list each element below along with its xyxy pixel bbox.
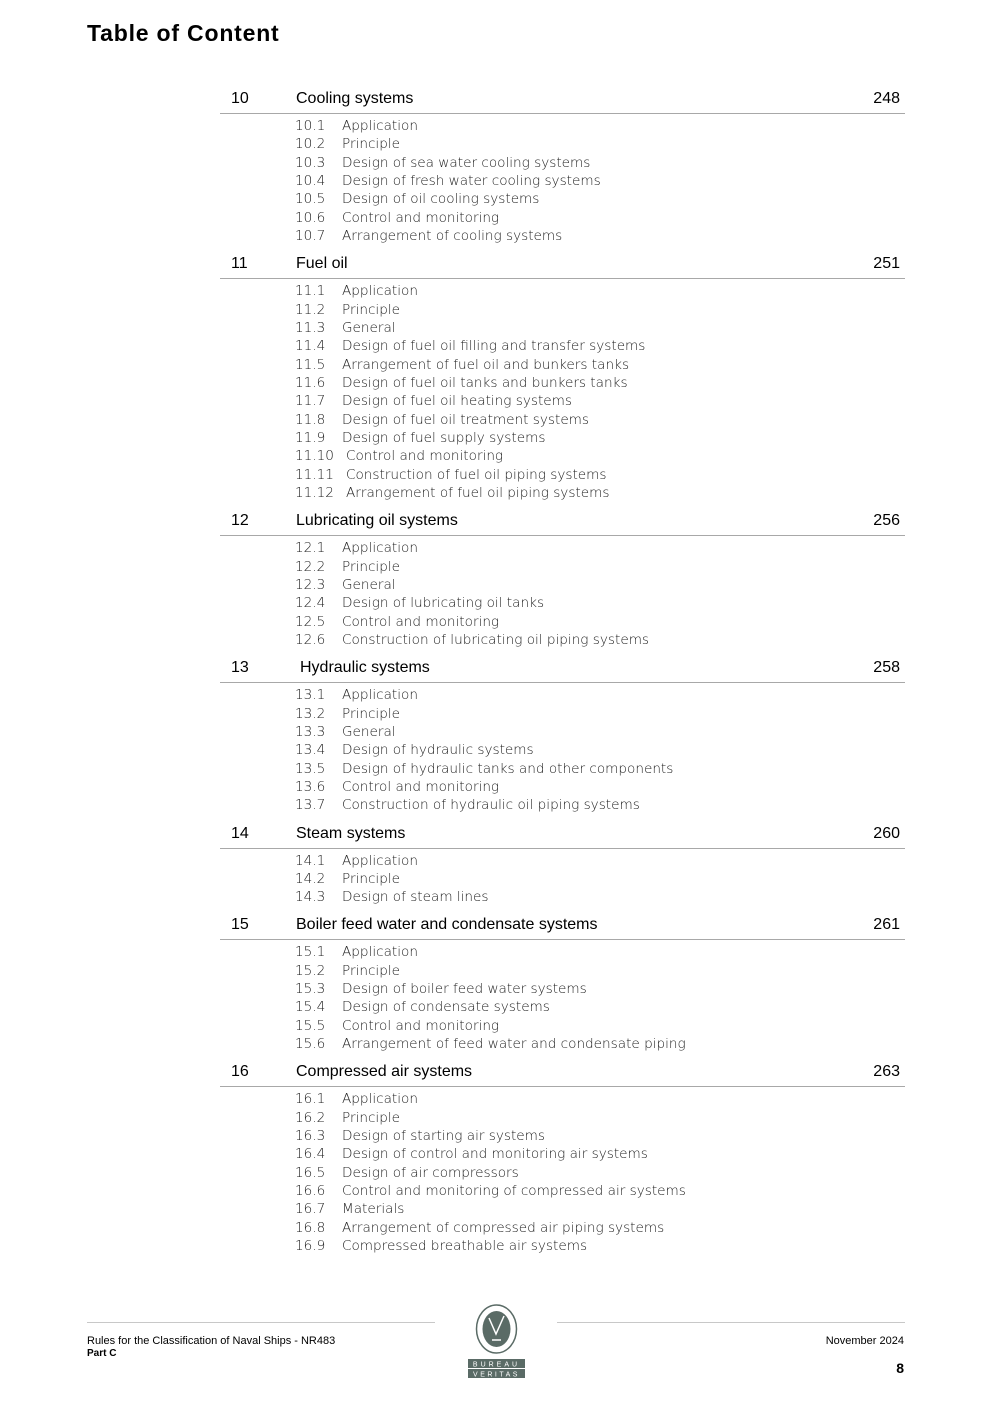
subsection-title[interactable]: Design of sea water cooling systems <box>342 154 591 171</box>
section-number: 16 <box>231 1063 249 1081</box>
subsection-number: 16.1 <box>295 1091 326 1108</box>
subsection-item[interactable] <box>220 852 905 870</box>
subsection-number: 10.2 <box>295 136 326 153</box>
subsection-number: 11.5 <box>295 356 326 373</box>
subsection-title[interactable]: Design of lubricating oil tanks <box>342 595 545 612</box>
subsection-number: 11.2 <box>295 301 326 318</box>
subsection-item[interactable] <box>220 356 905 374</box>
subsection-title[interactable]: Arrangement of feed water and condensate piping <box>342 1036 686 1053</box>
section-heading[interactable] <box>220 249 905 279</box>
subsection-title[interactable]: Control and monitoring of compressed air systems <box>342 1183 686 1200</box>
subsection-item[interactable] <box>220 154 905 172</box>
subsection-number: 11.10 <box>295 448 334 465</box>
footer-part: Part C <box>87 1348 117 1359</box>
subsection-item[interactable] <box>220 962 905 980</box>
subsection-item[interactable] <box>220 1200 905 1218</box>
subsection-item[interactable] <box>220 337 905 355</box>
subsection-title[interactable]: General <box>342 723 396 740</box>
subsection-title[interactable]: Design of starting air systems <box>342 1128 545 1145</box>
subsection-number: 16.3 <box>295 1128 326 1145</box>
footer-divider-left <box>87 1322 435 1323</box>
subsection-title[interactable]: Application <box>342 118 418 134</box>
subsection-list <box>220 940 905 1053</box>
subsection-item[interactable] <box>220 741 905 759</box>
section-heading[interactable] <box>220 819 905 849</box>
subsection-number: 16.9 <box>295 1238 326 1255</box>
section-page: 251 <box>873 255 900 273</box>
subsection-item[interactable] <box>220 558 905 576</box>
subsection-number: 11.11 <box>295 466 334 483</box>
section-heading[interactable] <box>220 910 905 940</box>
subsection-item[interactable] <box>220 466 905 484</box>
subsection-list <box>220 536 905 649</box>
section-number: 14 <box>231 824 249 842</box>
toc-section <box>220 910 905 1053</box>
footer-doc-title: Rules for the Classification of Naval Ships - NR483 <box>87 1335 336 1347</box>
section-heading[interactable] <box>220 653 905 683</box>
subsection-number: 13.1 <box>295 687 326 704</box>
subsection-title[interactable]: Application <box>342 944 418 961</box>
page-number: 8 <box>896 1360 904 1376</box>
subsection-title[interactable]: Design of hydraulic systems <box>342 742 534 759</box>
subsection-item[interactable] <box>220 980 905 998</box>
subsection-title[interactable]: Design of fuel oil filling and transfer systems <box>342 338 646 355</box>
section-number: 11 <box>231 255 248 273</box>
subsection-number: 13.3 <box>295 723 326 740</box>
subsection-item[interactable] <box>220 1164 905 1182</box>
subsection-number: 12.2 <box>295 558 326 575</box>
subsection-item[interactable] <box>220 319 905 337</box>
subsection-number: 14.1 <box>295 852 326 869</box>
subsection-title[interactable]: Arrangement of cooling systems <box>342 227 563 244</box>
section-title[interactable]: Steam systems <box>296 824 406 842</box>
subsection-title[interactable]: Construction of fuel oil piping systems <box>346 466 607 483</box>
subsection-title[interactable]: Control and monitoring <box>342 613 500 630</box>
subsection-item[interactable] <box>220 1017 905 1035</box>
subsection-title[interactable]: Application <box>342 540 418 557</box>
section-title[interactable]: Boiler feed water and condensate systems <box>296 916 598 934</box>
subsection-number: 16.6 <box>295 1183 326 1200</box>
subsection-item[interactable] <box>220 539 905 557</box>
subsection-item[interactable] <box>220 1237 905 1255</box>
subsection-item[interactable] <box>220 1035 905 1053</box>
section-page: 260 <box>873 824 900 842</box>
subsection-title[interactable]: Control and monitoring <box>342 1017 500 1034</box>
subsection-number: 15.6 <box>295 1036 326 1053</box>
section-heading[interactable] <box>220 84 905 114</box>
subsection-title[interactable]: Principle <box>342 962 400 979</box>
subsection-title[interactable]: Control and monitoring <box>342 209 500 226</box>
subsection-item[interactable] <box>220 1219 905 1237</box>
subsection-number: 16.8 <box>295 1219 326 1236</box>
subsection-title[interactable]: Design of air compressors <box>342 1164 519 1181</box>
toc-section <box>220 249 905 502</box>
section-number: 15 <box>231 916 249 934</box>
subsection-number: 13.6 <box>295 778 326 795</box>
subsection-item[interactable] <box>220 282 905 300</box>
subsection-title[interactable]: Arrangement of compressed air piping systems <box>342 1219 665 1236</box>
toc-section <box>220 653 905 814</box>
subsection-title[interactable]: Design of control and monitoring air systems <box>342 1146 648 1163</box>
subsection-number: 11.6 <box>295 374 326 391</box>
subsection-title[interactable]: Design of boiler feed water systems <box>342 981 587 998</box>
subsection-number: 11.7 <box>295 393 326 410</box>
subsection-number: 12.1 <box>295 540 326 557</box>
table-of-contents <box>220 84 905 1259</box>
subsection-number: 16.5 <box>295 1164 326 1181</box>
subsection-title[interactable]: Design of condensate systems <box>342 999 550 1016</box>
subsection-number: 13.2 <box>295 705 326 722</box>
subsection-item[interactable] <box>220 117 905 135</box>
subsection-title[interactable]: Application <box>342 687 418 704</box>
subsection-title[interactable]: Principle <box>342 301 400 318</box>
subsection-item[interactable] <box>220 594 905 612</box>
subsection-list <box>220 849 905 907</box>
subsection-item[interactable] <box>220 778 905 796</box>
subsection-number: 11.12 <box>295 484 334 501</box>
subsection-item[interactable] <box>220 374 905 392</box>
subsection-title[interactable]: Control and monitoring <box>342 778 500 795</box>
subsection-item[interactable] <box>220 1109 905 1127</box>
subsection-title[interactable]: Design of fresh water cooling systems <box>342 172 601 189</box>
subsection-number: 11.9 <box>295 429 326 446</box>
subsection-item[interactable] <box>220 484 905 502</box>
subsection-item[interactable] <box>220 429 905 447</box>
subsection-item[interactable] <box>220 172 905 190</box>
subsection-number: 16.7 <box>295 1201 326 1218</box>
subsection-list <box>220 1087 905 1255</box>
subsection-number: 13.4 <box>295 742 326 759</box>
subsection-number: 12.6 <box>295 631 326 648</box>
section-number: 13 <box>231 659 249 677</box>
subsection-item[interactable] <box>220 447 905 465</box>
subsection-title[interactable]: Design of steam lines <box>342 889 489 906</box>
subsection-number: 16.4 <box>295 1146 326 1163</box>
subsection-number: 10.7 <box>295 227 326 244</box>
subsection-number: 14.3 <box>295 889 326 906</box>
subsection-title[interactable]: Design of oil cooling systems <box>342 191 540 208</box>
subsection-number: 15.2 <box>295 962 326 979</box>
subsection-title[interactable]: Principle <box>342 870 400 887</box>
subsection-item[interactable] <box>220 1127 905 1145</box>
subsection-item[interactable] <box>220 723 905 741</box>
subsection-title[interactable]: Principle <box>342 1109 400 1126</box>
subsection-number: 10.6 <box>295 209 326 226</box>
subsection-item[interactable] <box>220 760 905 778</box>
subsection-number: 13.7 <box>295 797 326 814</box>
subsection-item[interactable] <box>220 998 905 1016</box>
subsection-title[interactable]: Materials <box>342 1201 405 1218</box>
subsection-item[interactable] <box>220 411 905 429</box>
svg-text:BUREAU: BUREAU <box>472 1361 521 1369</box>
subsection-item[interactable] <box>220 135 905 153</box>
toc-section <box>220 819 905 907</box>
subsection-title[interactable]: General <box>342 576 396 593</box>
subsection-item[interactable] <box>220 1090 905 1108</box>
page-title: Table of Content <box>87 20 280 46</box>
subsection-number: 11.8 <box>295 411 326 428</box>
subsection-item[interactable] <box>220 888 905 906</box>
subsection-item[interactable] <box>220 1145 905 1163</box>
subsection-title[interactable]: Application <box>342 283 418 300</box>
subsection-title[interactable]: Design of fuel supply systems <box>342 429 546 446</box>
subsection-item[interactable] <box>220 613 905 631</box>
section-title[interactable]: Lubricating oil systems <box>296 512 458 530</box>
section-title[interactable]: Cooling systems <box>296 90 414 107</box>
subsection-item[interactable] <box>220 870 905 888</box>
section-heading[interactable] <box>220 506 905 536</box>
subsection-number: 12.3 <box>295 576 326 593</box>
bureau-veritas-logo <box>467 1304 526 1385</box>
subsection-title[interactable]: General <box>342 319 396 336</box>
subsection-item[interactable] <box>220 631 905 649</box>
subsection-number: 10.4 <box>295 172 326 189</box>
section-title[interactable]: Fuel oil <box>296 255 348 273</box>
subsection-list <box>220 683 905 814</box>
subsection-number: 12.4 <box>295 595 326 612</box>
subsection-list <box>220 279 905 502</box>
subsection-title[interactable]: Application <box>342 1091 418 1108</box>
subsection-item[interactable] <box>220 943 905 961</box>
subsection-item[interactable] <box>220 301 905 319</box>
section-page: 248 <box>873 90 900 107</box>
subsection-number: 15.1 <box>295 944 326 961</box>
svg-text:VERITAS: VERITAS <box>473 1371 520 1379</box>
section-page: 261 <box>873 916 900 934</box>
subsection-number: 11.4 <box>295 338 326 355</box>
subsection-number: 15.4 <box>295 999 326 1016</box>
toc-section <box>220 1057 905 1255</box>
subsection-number: 15.3 <box>295 981 326 998</box>
subsection-item[interactable] <box>220 705 905 723</box>
subsection-number: 10.1 <box>295 118 326 134</box>
subsection-number: 11.3 <box>295 319 326 336</box>
section-number: 12 <box>231 512 249 530</box>
subsection-title[interactable]: Compressed breathable air systems <box>342 1238 588 1255</box>
section-title[interactable]: Compressed air systems <box>296 1063 473 1081</box>
subsection-title[interactable]: Construction of lubricating oil piping systems <box>342 631 650 648</box>
section-page: 258 <box>873 659 900 677</box>
subsection-number: 11.1 <box>295 283 326 300</box>
subsection-list <box>220 114 905 245</box>
subsection-item[interactable] <box>220 392 905 410</box>
subsection-item[interactable] <box>220 1182 905 1200</box>
subsection-title[interactable]: Design of fuel oil heating systems <box>342 393 572 410</box>
subsection-number: 16.2 <box>295 1109 326 1126</box>
subsection-title[interactable]: Control and monitoring <box>346 448 504 465</box>
subsection-title[interactable]: Arrangement of fuel oil and bunkers tanks <box>342 356 630 373</box>
footer-date: November 2024 <box>825 1335 904 1347</box>
subsection-title[interactable]: Application <box>342 852 418 869</box>
subsection-title[interactable]: Arrangement of fuel oil piping systems <box>346 484 610 501</box>
subsection-title[interactable]: Principle <box>342 705 400 722</box>
subsection-title[interactable]: Principle <box>342 558 400 575</box>
subsection-title[interactable]: Design of hydraulic tanks and other components <box>342 760 674 777</box>
footer-divider-right <box>557 1322 905 1323</box>
toc-section <box>220 506 905 649</box>
subsection-item[interactable] <box>220 209 905 227</box>
subsection-item[interactable] <box>220 227 905 245</box>
subsection-number: 10.3 <box>295 154 326 171</box>
subsection-title[interactable]: Design of fuel oil treatment systems <box>342 411 590 428</box>
subsection-item[interactable] <box>220 190 905 208</box>
subsection-item[interactable] <box>220 796 905 814</box>
subsection-number: 12.5 <box>295 613 326 630</box>
subsection-title[interactable]: Construction of hydraulic oil piping systems <box>342 797 640 814</box>
section-title[interactable]: Hydraulic systems <box>300 659 430 677</box>
toc-section <box>220 84 905 245</box>
section-page: 263 <box>873 1063 900 1081</box>
section-page: 256 <box>873 512 900 530</box>
subsection-title[interactable]: Principle <box>342 136 400 153</box>
subsection-title[interactable]: Design of fuel oil tanks and bunkers tanks <box>342 374 628 391</box>
subsection-number: 10.5 <box>295 191 326 208</box>
section-number: 10 <box>231 90 249 107</box>
subsection-item[interactable] <box>220 686 905 704</box>
section-heading[interactable] <box>220 1057 905 1087</box>
subsection-number: 15.5 <box>295 1017 326 1034</box>
subsection-number: 14.2 <box>295 870 326 887</box>
subsection-number: 13.5 <box>295 760 326 777</box>
subsection-item[interactable] <box>220 576 905 594</box>
